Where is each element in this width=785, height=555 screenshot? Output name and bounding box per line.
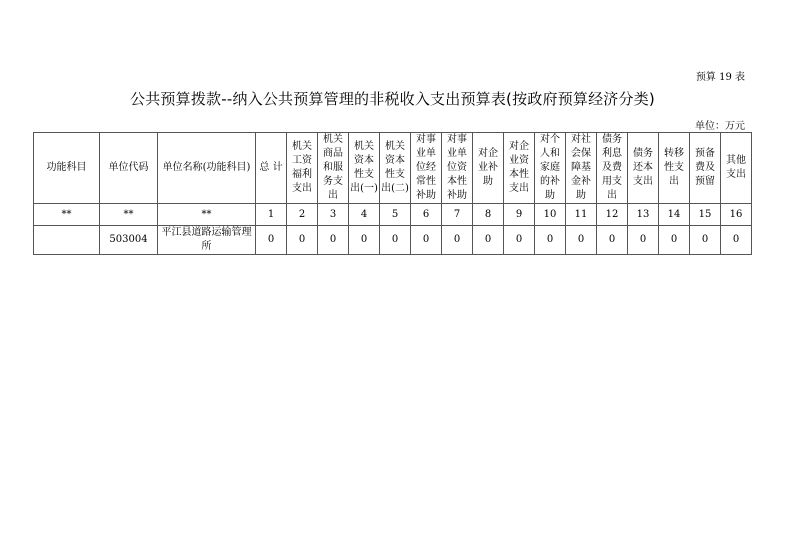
code-cell: ** [100,204,158,226]
page-title: 公共预算拨款--纳入公共预算管理的非税收入支出预算表(按政府预算经济分类) [130,90,655,108]
value-cell: 0 [318,226,349,255]
header-cell: 单位代码 [100,133,158,204]
value-cell: 0 [659,226,690,255]
document-number: 预算 19 表 [695,72,745,83]
code-cell: 7 [442,204,473,226]
code-cell: 4 [349,204,380,226]
value-cell: 0 [442,226,473,255]
budget-table [33,132,752,255]
code-cell: 8 [473,204,504,226]
value-cell: 0 [411,226,442,255]
code-cell: 10 [535,204,566,226]
value-cell: 0 [349,226,380,255]
code-cell: 12 [597,204,628,226]
header-cell: 机关商品和服务支出 [318,133,349,204]
value-cell: 0 [473,226,504,255]
code-cell: 13 [628,204,659,226]
code-cell: 1 [256,204,287,226]
column-code-row [34,204,752,226]
code-cell: 3 [318,204,349,226]
table-row [34,226,752,255]
header-cell: 单位名称(功能科目) [158,133,256,204]
unit-name-cell: 平江县道路运输管理所 [158,226,256,255]
header-cell: 对事业单位资本性补助 [442,133,473,204]
code-cell: 16 [721,204,752,226]
header-cell: 总 计 [256,133,287,204]
header-cell: 功能科目 [34,133,100,204]
header-cell: 预备费及预留 [690,133,721,204]
header-cell: 机关工资福利支出 [287,133,318,204]
header-cell: 债务还本支出 [628,133,659,204]
header-cell: 对个人和家庭的补助 [535,133,566,204]
code-cell: 11 [566,204,597,226]
header-cell: 机关资本性支出(二) [380,133,411,204]
code-cell: 5 [380,204,411,226]
unit-label: 单位：万元 [695,121,745,132]
value-cell: 0 [287,226,318,255]
value-cell: 0 [597,226,628,255]
header-cell: 对社会保障基金补助 [566,133,597,204]
value-cell: 0 [566,226,597,255]
unit-code-cell: 503004 [100,226,158,255]
header-cell: 机关资本性支出(一) [349,133,380,204]
code-cell: 6 [411,204,442,226]
value-cell: 0 [721,226,752,255]
value-cell: 0 [628,226,659,255]
header-cell: 其他支出 [721,133,752,204]
code-cell: 14 [659,204,690,226]
code-cell: 2 [287,204,318,226]
code-cell: ** [158,204,256,226]
code-cell: 9 [504,204,535,226]
header-cell: 转移性支出 [659,133,690,204]
value-cell: 0 [256,226,287,255]
header-cell: 对企业补助 [473,133,504,204]
function-subject-cell [34,226,100,255]
code-cell: 15 [690,204,721,226]
header-cell: 债务利息及费用支出 [597,133,628,204]
header-cell: 对事业单位经常性补助 [411,133,442,204]
value-cell: 0 [380,226,411,255]
code-cell: ** [34,204,100,226]
value-cell: 0 [535,226,566,255]
value-cell: 0 [690,226,721,255]
header-row [34,133,752,204]
value-cell: 0 [504,226,535,255]
header-cell: 对企业资本性支出 [504,133,535,204]
